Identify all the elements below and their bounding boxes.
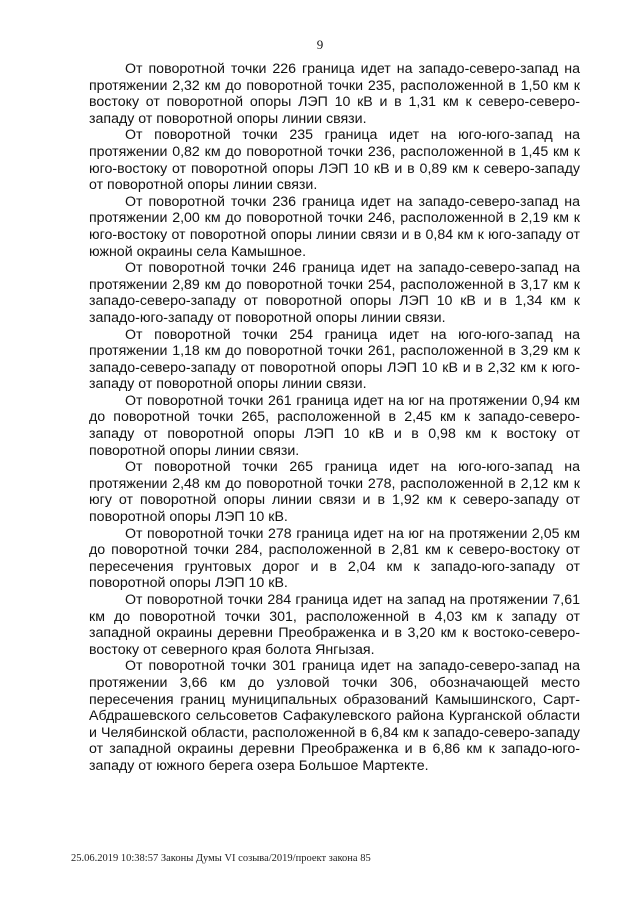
paragraph-5: От поворотной точки 254 граница идет на юго-юго-запад на протяжении 1,18 км до поворотной точки 261, расположенной в 3,29 км к западо-северо-западу от поворотной опоры ЛЭП 10 кВ и в 2,32 км к юго-западу от поворотной опоры линии связи. [89, 326, 580, 393]
paragraph-4: От поворотной точки 246 граница идет на западо-северо-запад на протяжении 2,89 км до поворотной точки 254, расположенной в 3,17 км к западо-северо-западу от поворотной опоры ЛЭП 10 кВ и в 1,34 км к западо-юго-западу от поворотной опоры линии связи. [89, 260, 580, 326]
page-number: 9 [316, 37, 324, 52]
paragraph-7: От поворотной точки 265 граница идет на юго-юго-запад на протяжении 2,48 км до поворотной точки 278, расположенной в 2,12 км к югу от поворотной опоры линии связи и в 1,92 км к северо-западу от поворотной опоры ЛЭП 10 кВ. [89, 459, 580, 526]
paragraph-8: От поворотной точки 278 граница идет на юг на протяжении 2,05 км до поворотной точки 284, расположенной в 2,81 км к северо-востоку от пересечения грунтовых дорог и в 2,04 км к западо-юго-западу от поворотной опоры ЛЭП 10 кВ. [89, 525, 580, 592]
paragraph-1: От поворотной точки 226 граница идет на западо-северо-запад на протяжении 2,32 км до поворотной точки 235, расположенной в 1,50 км к востоку от поворотной опоры ЛЭП 10 кВ и в 1,31 км к северо-северо-западу от поворотной опоры линии связи. [89, 61, 580, 127]
paragraph-9: От поворотной точки 284 граница идет на запад на протяжении 7,61 км до поворотной точки 301, расположенной в 4,03 км к западу от западной окраины деревни Преображенка и в 3,20 км к востоко-северо-востоку от северного края болота Янгызая. [89, 592, 580, 658]
paragraph-3: От поворотной точки 236 граница идет на западо-северо-запад на протяжении 2,00 км до поворотной точки 246, расположенной в 2,19 км к юго-востоку от поворотной опоры линии связи и в 0,84 км к юго-западу от южной окраины села Камышное. [89, 193, 580, 260]
paragraph-2: От поворотной точки 235 граница идет на юго-юго-запад на протяжении 0,82 км до поворотной точки 236, расположенной в 1,45 км к юго-востоку от поворотной опоры ЛЭП 10 кВ и в 0,89 км к северо-западу от поворотной опоры линии связи. [89, 127, 580, 194]
paragraph-10: От поворотной точки 301 граница идет на западо-северо-запад на протяжении 3,66 км до узловой точки 306, обозначающей место пересечения границ муниципальных образований Камышинского, Сарт-Абдрашевского сельсоветов Сафакулевского района Курганской области и Челябинской области, расположенной в 6,84 км к западо-северо-западу от западной окраины деревни Преображенка и в 6,86 км к западо-юго-западу от южного берега озера Большое Мартекте. [89, 658, 580, 774]
paragraph-6: От поворотной точки 261 граница идет на юг на протяжении 0,94 км до поворотной точки 265, расположенной в 2,45 км к западо-северо-западу от поворотной опоры ЛЭП 10 кВ и в 0,98 км к востоку от поворотной опоры линии связи. [89, 392, 580, 459]
document-body [89, 61, 580, 775]
footer-stamp: 25.06.2019 10:38:57 Законы Думы VI созыва/2019/проект закона 85 [71, 853, 371, 864]
